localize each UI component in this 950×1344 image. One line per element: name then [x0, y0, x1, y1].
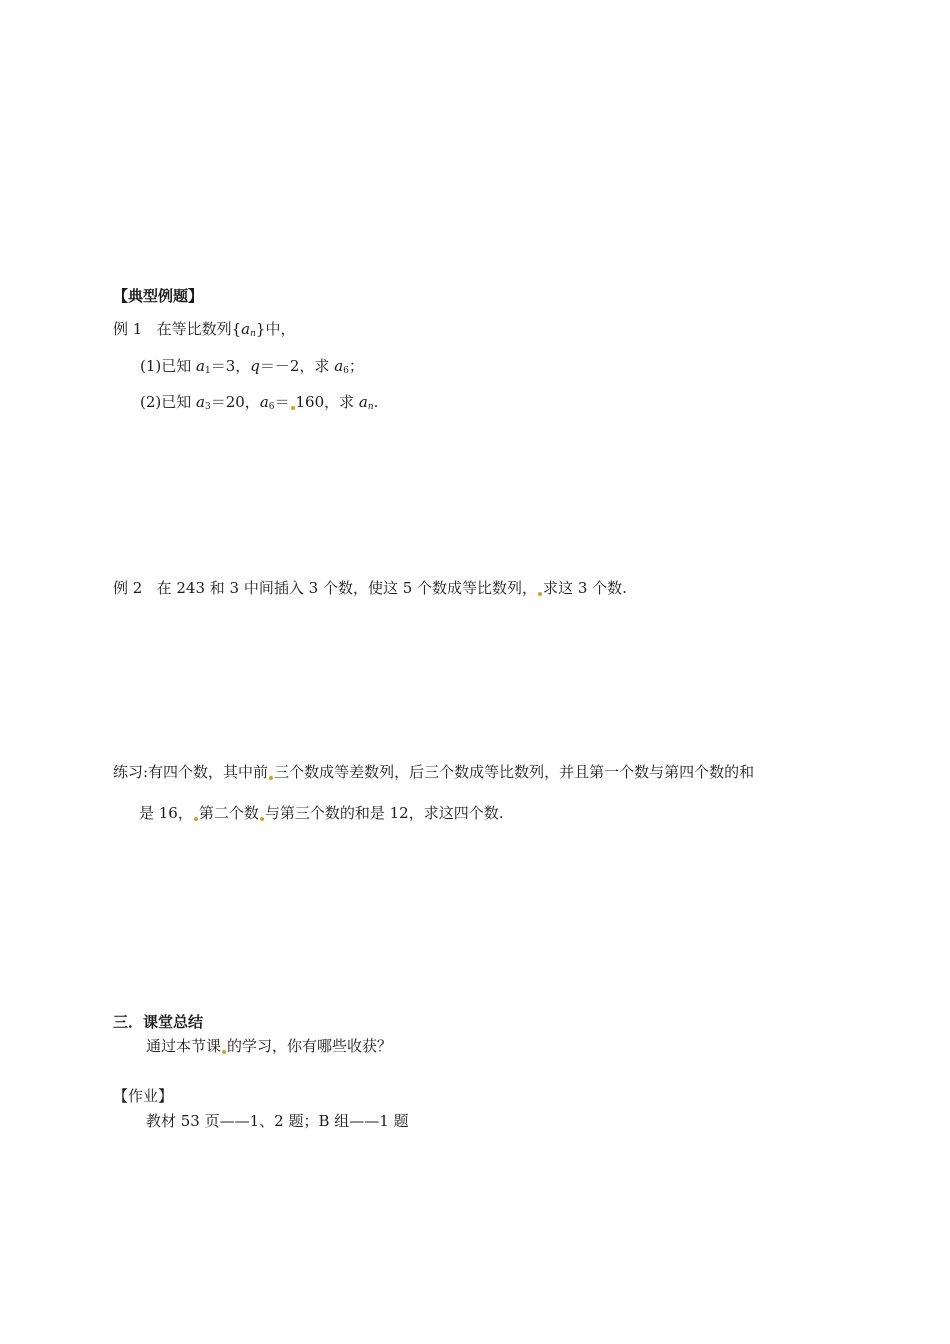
example-1-intro-tail: }中， — [255, 320, 296, 338]
practice-text: 练习:有四个数，其中前 — [113, 763, 269, 781]
edit-mark — [222, 1050, 226, 1054]
practice-text: 三个数成等差数列，后三个数成等比数列，并且第一个数与第四个数的和 — [274, 763, 755, 781]
homework-text-content: 教材 53 页——1、2 题；B 组——1 题 — [146, 1112, 409, 1130]
math-subscript: n — [250, 329, 256, 339]
example-1-label: 例 1 — [113, 320, 143, 338]
section-heading-text: 【典型例题】 — [113, 287, 204, 305]
edit-mark — [260, 817, 264, 821]
example-1-intro — [113, 319, 295, 342]
math-var: a — [334, 357, 344, 375]
edit-mark — [538, 592, 542, 596]
math-var: a — [358, 393, 368, 411]
example-2-text: 求这 3 个数. — [543, 579, 627, 597]
edit-mark — [291, 406, 295, 410]
practice-text: 与第三个数的和是 12，求这四个数. — [264, 804, 504, 822]
math-text: ＝ — [274, 393, 290, 411]
practice-line-2 — [139, 803, 504, 823]
summary-heading-text: 三．课堂总结 — [113, 1013, 204, 1031]
math-text: . — [373, 393, 379, 411]
practice-text: 是 16， — [139, 804, 193, 822]
summary-text — [146, 1036, 392, 1056]
example-1-part-2 — [140, 392, 378, 415]
math-text: 160，求 — [295, 393, 359, 411]
math-subscript: 6 — [268, 402, 275, 412]
math-subscript: 6 — [343, 366, 349, 376]
section-heading-examples — [113, 286, 203, 306]
math-text: ＝20， — [210, 393, 260, 411]
example-1-intro-text: 在等比数列{ — [156, 320, 242, 338]
summary-text-part: 的学习，你有哪些收获？ — [227, 1037, 393, 1055]
math-var: a — [196, 357, 205, 375]
math-text: ＝3， — [210, 357, 251, 375]
math-text: ＝－2，求 — [259, 357, 335, 375]
example-2-text: 在 243 和 3 中间插入 3 个数 — [156, 579, 353, 597]
summary-heading — [113, 1012, 203, 1032]
example-2-text: ，使这 5 个数成等比数列， — [352, 579, 538, 597]
math-subscript: 3 — [204, 402, 211, 412]
part-number: (1)已知 — [140, 357, 197, 375]
math-var: a — [196, 393, 205, 411]
edit-mark — [269, 776, 273, 780]
math-var: q — [250, 357, 260, 375]
practice-text: 第二个数 — [198, 804, 259, 822]
math-var: a — [241, 320, 251, 338]
homework-text — [146, 1111, 409, 1131]
practice-line-1 — [113, 762, 754, 782]
math-text: ； — [348, 357, 364, 375]
edit-mark — [194, 817, 198, 821]
part-number: (2)已知 — [140, 393, 197, 411]
homework-heading — [113, 1086, 173, 1106]
math-subscript: n — [367, 402, 374, 412]
math-subscript: 1 — [204, 366, 211, 376]
homework-heading-text: 【作业】 — [113, 1087, 174, 1105]
summary-text-part: 通过本节课 — [146, 1037, 222, 1055]
example-2-label: 例 2 — [113, 579, 143, 597]
example-2 — [113, 578, 627, 598]
math-var: a — [259, 393, 269, 411]
example-1-part-1 — [140, 356, 364, 379]
